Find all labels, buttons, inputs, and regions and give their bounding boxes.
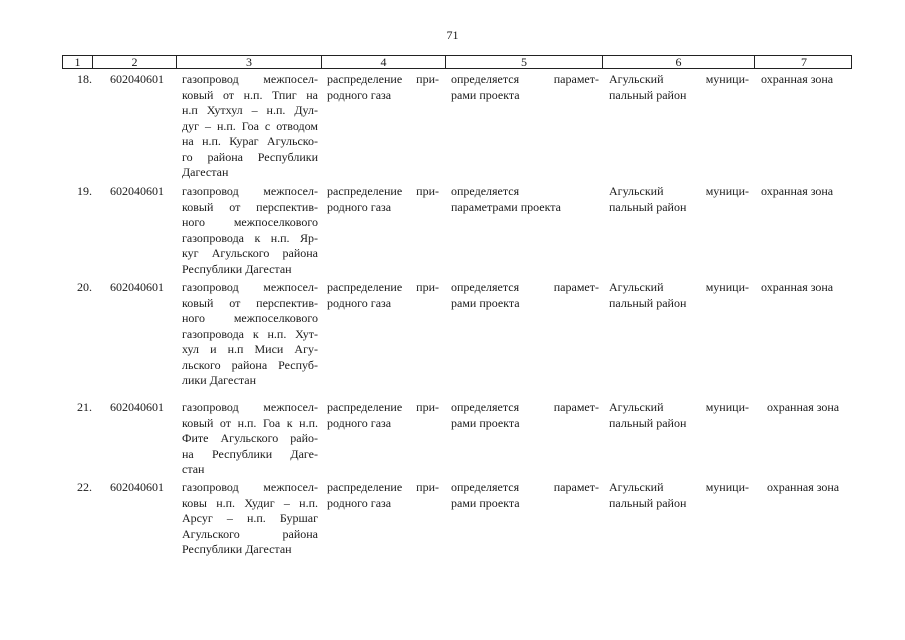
zone-type: охранная зона — [761, 184, 834, 198]
column-header-1: 1 — [63, 56, 93, 68]
object-name-line: ного межпоселкового — [182, 215, 318, 229]
object-name-line: хул и н.п Миси Агу- — [182, 342, 318, 356]
object-parameters-line: параметрами проекта — [451, 199, 562, 214]
object-parameters-line: определяется парамет- — [451, 480, 599, 494]
object-name-line: Арсуг – н.п. Буршаг — [182, 511, 318, 525]
object-location-line: Агульский муници- — [609, 280, 749, 294]
object-name-line: льского района Респуб- — [182, 357, 318, 372]
object-purpose-line: родного газа — [327, 199, 392, 214]
object-name-line: газопровод межпосел- — [182, 280, 318, 294]
object-name-line: стан — [182, 462, 205, 476]
object-name-line: Дагестан — [182, 165, 229, 179]
column-header-2: 2 — [93, 56, 177, 68]
column-header-3: 3 — [177, 56, 322, 68]
object-name-line: ного межпоселкового — [182, 311, 318, 325]
object-purpose — [327, 72, 439, 103]
object-location — [609, 72, 749, 103]
object-purpose-line: распределение при- — [327, 184, 439, 198]
object-name — [182, 480, 318, 558]
object-purpose-line: распределение при- — [327, 400, 439, 414]
object-location-line: Агульский муници- — [609, 400, 749, 414]
object-name-line: газопровод межпосел- — [182, 400, 318, 414]
object-name-line: Агульского района — [182, 526, 318, 541]
object-location-line: пальный район — [609, 199, 687, 214]
row-number: 19. — [77, 184, 92, 198]
object-purpose — [327, 400, 439, 431]
object-location-line: пальный район — [609, 295, 687, 310]
object-code: 602040601 — [110, 280, 164, 294]
object-name — [182, 184, 318, 277]
object-name-line: ковый от перспектив- — [182, 295, 318, 310]
object-purpose-line: родного газа — [327, 415, 392, 430]
object-location — [609, 280, 749, 311]
object-purpose-line: родного газа — [327, 87, 392, 102]
object-purpose-line: распределение при- — [327, 280, 439, 294]
table-header — [62, 55, 852, 69]
object-parameters — [451, 480, 599, 511]
object-name-line: на Республики Даге- — [182, 446, 318, 461]
object-location — [609, 480, 749, 511]
column-header-5: 5 — [446, 56, 603, 68]
object-location-line: пальный район — [609, 495, 687, 510]
object-location-line: Агульский муници- — [609, 184, 749, 198]
zone-type: охранная зона — [767, 480, 840, 494]
object-location-line: пальный район — [609, 415, 687, 430]
object-parameters-line: рами проекта — [451, 415, 520, 430]
object-name — [182, 72, 318, 181]
zone-type: охранная зона — [761, 280, 834, 294]
object-location — [609, 400, 749, 431]
object-purpose-line: распределение при- — [327, 480, 439, 494]
object-parameters-line: определяется парамет- — [451, 72, 599, 86]
object-parameters-line: рами проекта — [451, 87, 520, 102]
object-name-line: газопровод межпосел- — [182, 72, 318, 86]
object-parameters — [451, 400, 599, 431]
zone-type: охранная зона — [767, 400, 840, 414]
page-number: 71 — [446, 28, 459, 42]
object-name-line: лики Дагестан — [182, 373, 257, 387]
object-location — [609, 184, 749, 215]
object-parameters-line: определяется парамет- — [451, 280, 599, 294]
object-name-line: го района Республики — [182, 149, 318, 164]
object-name-line: н.п Хутхул – н.п. Дул- — [182, 103, 318, 117]
object-purpose-line: распределение при- — [327, 72, 439, 86]
column-header-4: 4 — [322, 56, 446, 68]
object-parameters-line: определяется парамет- — [451, 400, 599, 414]
object-name-line: ковы н.п. Худиг – н.п. — [182, 495, 318, 510]
column-header-7: 7 — [801, 55, 807, 69]
object-name-line: Республики Дагестан — [182, 261, 292, 276]
row-number: 21. — [77, 400, 92, 414]
object-purpose — [327, 280, 439, 311]
object-name-line: Республики Дагестан — [182, 542, 292, 556]
object-code: 602040601 — [110, 400, 164, 414]
object-parameters — [451, 72, 599, 103]
object-parameters-line: рами проекта — [451, 295, 520, 310]
object-name-line: ковый от перспектив- — [182, 199, 318, 214]
object-parameters-line: рами проекта — [451, 495, 520, 510]
object-name — [182, 280, 318, 389]
object-name-line: газопровода к н.п. Хут- — [182, 326, 318, 341]
object-purpose-line: родного газа — [327, 295, 392, 310]
object-name-line: газопровод межпосел- — [182, 184, 318, 198]
object-name-line: ковый от н.п. Тпиг на — [182, 87, 318, 102]
object-name-line: газопровода к н.п. Яр- — [182, 230, 318, 245]
row-number: 20. — [77, 280, 92, 294]
object-location-line: Агульский муници- — [609, 480, 749, 494]
object-code: 602040601 — [110, 72, 164, 86]
object-location-line: Агульский муници- — [609, 72, 749, 86]
object-name-line: на н.п. Кураг Агульско- — [182, 134, 318, 148]
object-name-line: Фите Агульского райо- — [182, 431, 318, 445]
object-purpose — [327, 184, 439, 215]
column-header-6: 6 — [603, 56, 755, 68]
object-name-line: куг Агульского района — [182, 246, 318, 260]
object-name — [182, 400, 318, 478]
object-name-line: газопровод межпосел- — [182, 480, 318, 494]
object-parameters — [451, 184, 599, 215]
object-location-line: пальный район — [609, 87, 687, 102]
object-purpose-line: родного газа — [327, 495, 392, 510]
object-code: 602040601 — [110, 480, 164, 494]
row-number: 22. — [77, 480, 92, 494]
row-number: 18. — [77, 72, 92, 86]
object-code: 602040601 — [110, 184, 164, 198]
object-name-line: ковый от н.п. Гоа к н.п. — [182, 415, 318, 430]
object-purpose — [327, 480, 439, 511]
zone-type: охранная зона — [761, 72, 834, 86]
object-name-line: дуг – н.п. Гоа с отводом — [182, 118, 318, 133]
object-parameters — [451, 280, 599, 311]
object-parameters-line: определяется — [451, 184, 520, 198]
